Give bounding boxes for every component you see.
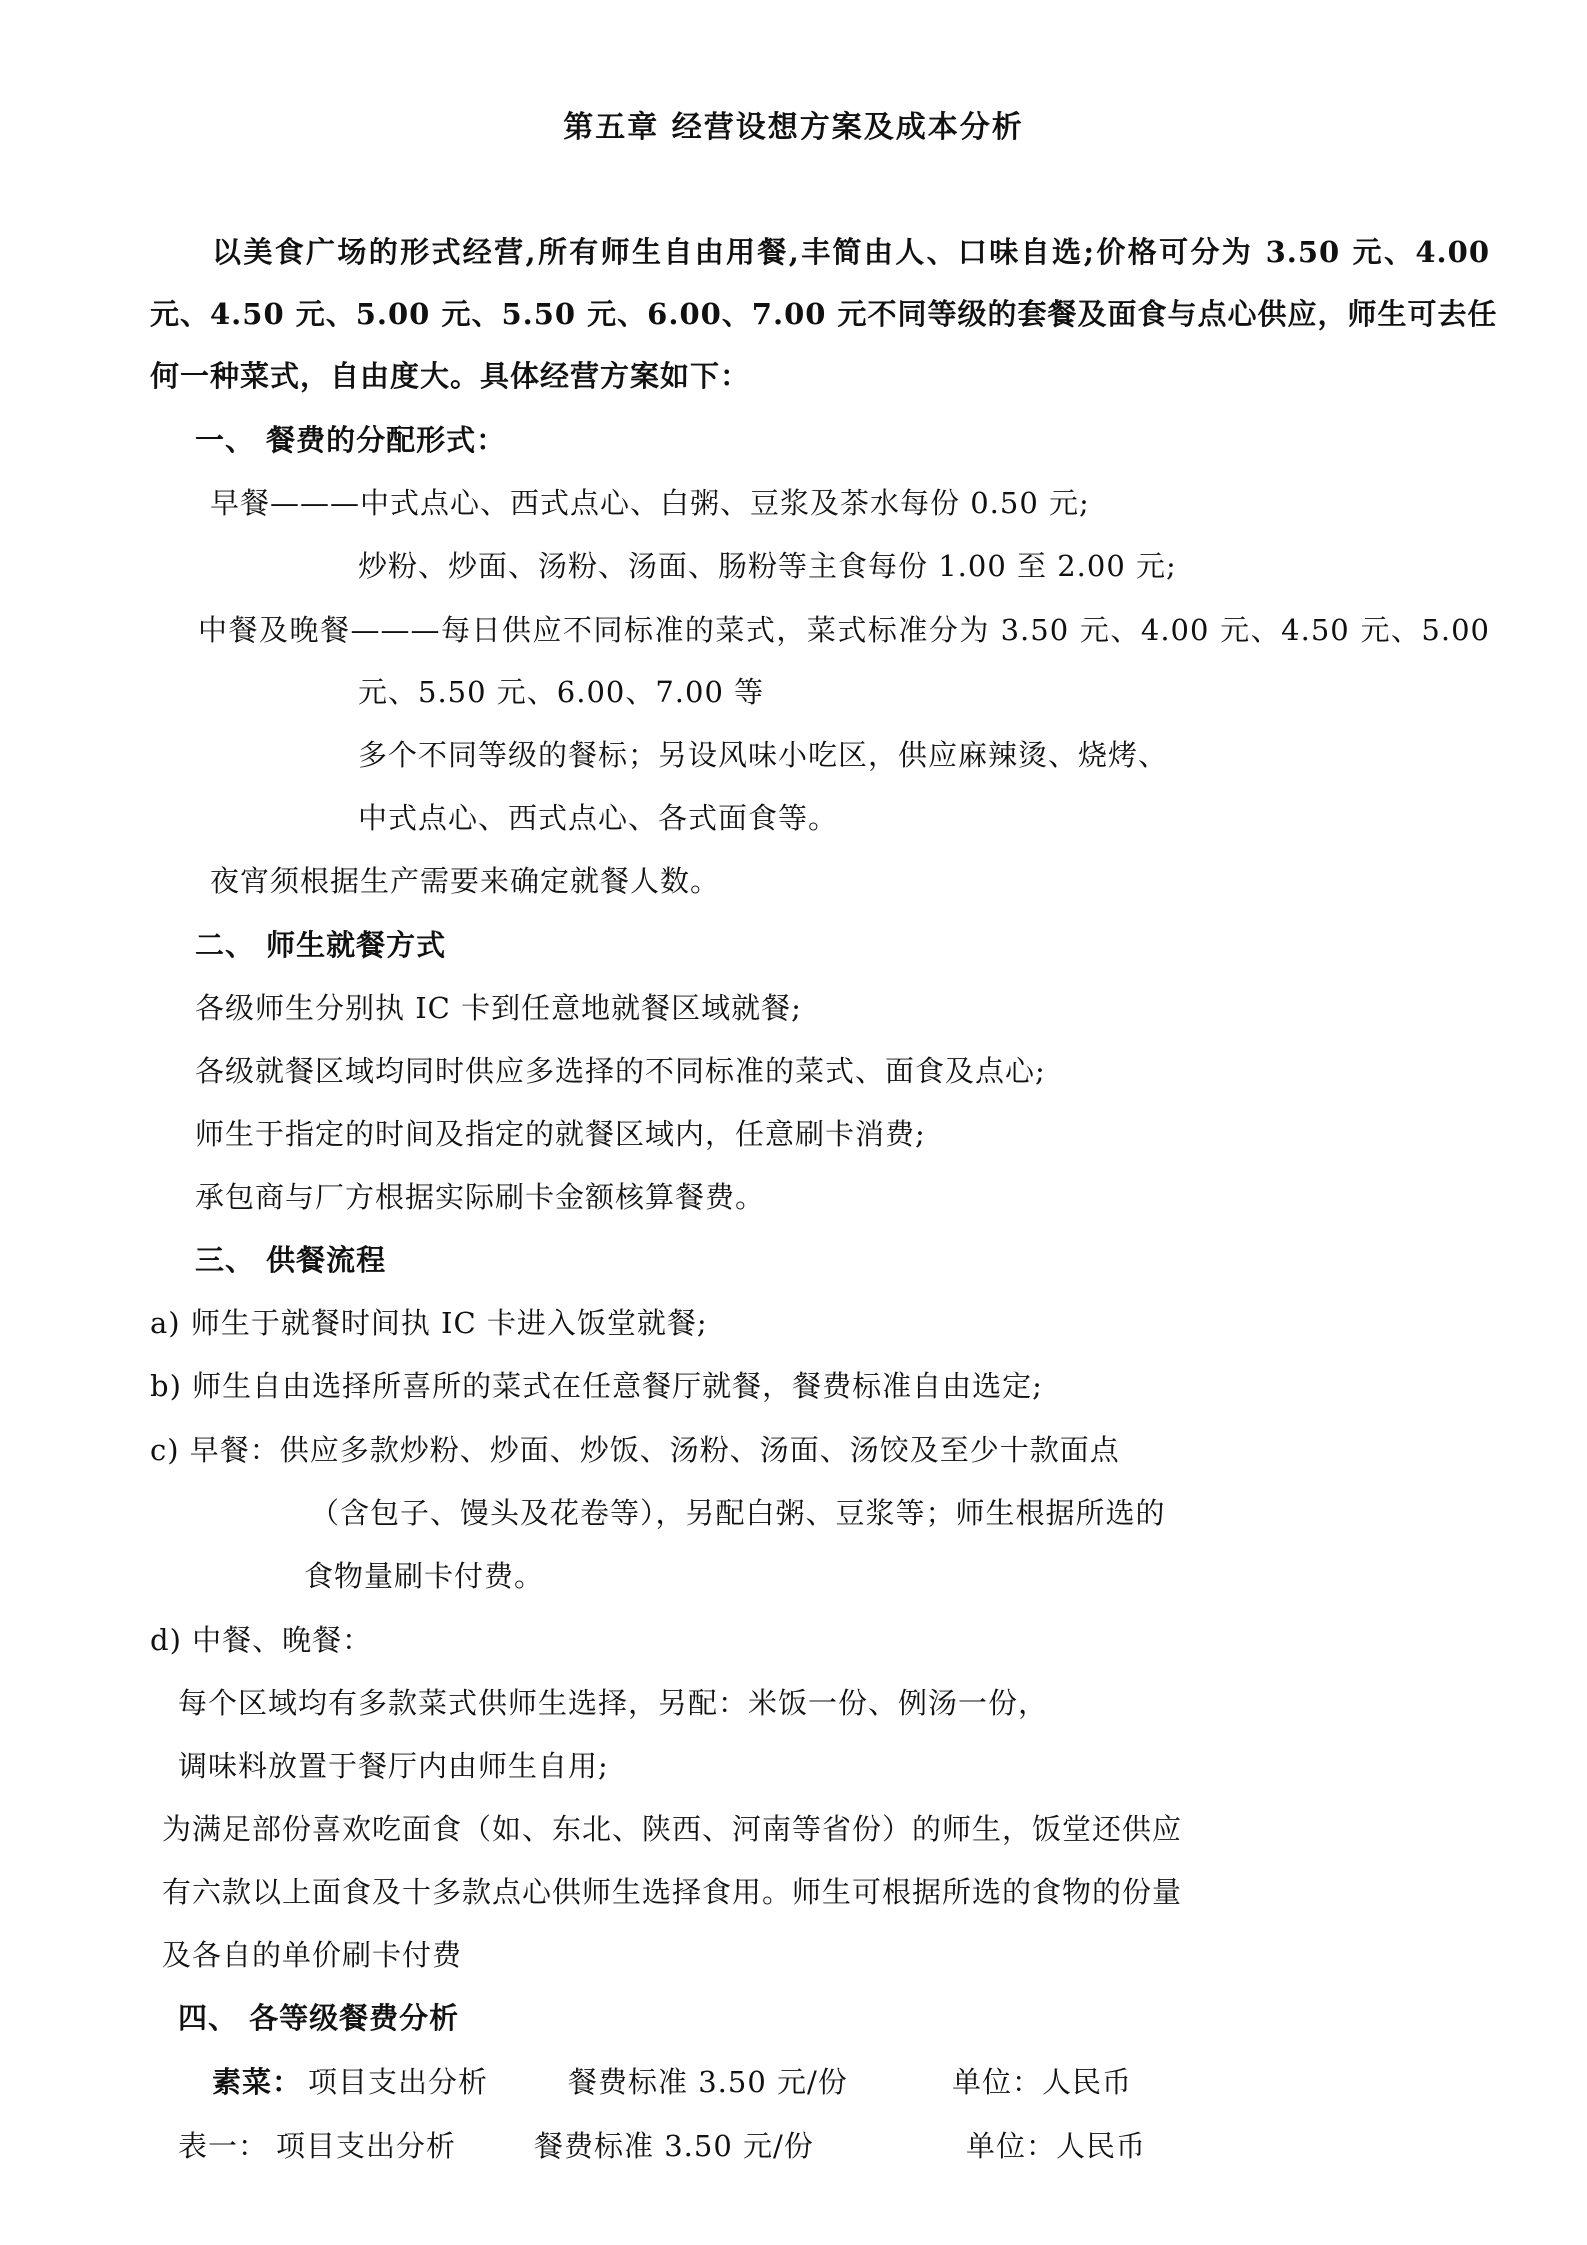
cost-item-vegetarian: 项目支出分析 (308, 2065, 489, 2099)
section-2-heading: 二、 师生就餐方式 (195, 928, 447, 962)
cost-standard-vegetarian: 餐费标准 3.50 元/份 (568, 2065, 848, 2099)
dining-line-2: 各级就餐区域均同时供应多选择的不同标准的菜式、面食及点心; (195, 1054, 1046, 1088)
night-snack-line: 夜宵须根据生产需要来确定就餐人数。 (210, 864, 721, 898)
dining-line-1: 各级师生分别执 IC 卡到任意地就餐区域就餐; (195, 991, 802, 1025)
flow-item-c-cont-2: 食物量刷卡付费。 (304, 1559, 545, 1593)
lunch-line-1: 中餐及晚餐———每日供应不同标准的菜式，菜式标准分为 3.50 元、4.00 元、4.50 元、5.00 (198, 613, 1490, 647)
flow-item-d: d) 中餐、晚餐： (150, 1623, 373, 1657)
section-3-heading: 三、 供餐流程 (195, 1243, 387, 1277)
cost-item-table-1: 项目支出分析 (276, 2129, 457, 2163)
lunch-line-3: 多个不同等级的餐标；另设风味小吃区，供应麻辣烫、烧烤、 (358, 738, 1169, 772)
lunch-line-2: 元、5.50 元、6.00、7.00 等 (358, 675, 765, 709)
flow-item-b: b) 师生自由选择所喜所的菜式在任意餐厅就餐，餐费标准自由选定; (150, 1369, 1043, 1403)
section-4-heading: 四、 各等级餐费分析 (178, 2001, 460, 2035)
dining-line-4: 承包商与厂方根据实际刷卡金额核算餐费。 (195, 1180, 766, 1214)
flow-item-d-line-4: 有六款以上面食及十多款点心供师生选择食用。师生可根据所选的食物的份量 (162, 1875, 1183, 1909)
cost-unit-vegetarian: 单位：人民币 (952, 2065, 1133, 2099)
intro-line-2: 元、4.50 元、5.00 元、5.50 元、6.00、7.00 元不同等级的套餐及面食与点心供应，师生可去任 (150, 297, 1498, 331)
flow-item-d-line-1: 每个区域均有多款菜式供师生选择，另配：米饭一份、例汤一份， (178, 1686, 1049, 1720)
section-1-heading: 一、 餐费的分配形式： (195, 423, 507, 457)
lunch-line-4: 中式点心、西式点心、各式面食等。 (358, 801, 839, 835)
cost-standard-table-1: 餐费标准 3.50 元/份 (534, 2129, 814, 2163)
breakfast-line-1: 早餐———中式点心、西式点心、白粥、豆浆及茶水每份 0.50 元; (210, 486, 1090, 520)
intro-line-1: 以美食广场的形式经营,所有师生自由用餐,丰简由人、口味自选;价格可分为 3.50 元、4.00 (212, 235, 1490, 269)
flow-item-d-line-3: 为满足部份喜欢吃面食（如、东北、陕西、河南等省份）的师生，饭堂还供应 (162, 1812, 1183, 1846)
breakfast-line-2: 炒粉、炒面、汤粉、汤面、肠粉等主食每份 1.00 至 2.00 元; (358, 549, 1177, 583)
flow-item-c: c) 早餐：供应多款炒粉、炒面、炒饭、汤粉、汤面、汤饺及至少十款面点 (150, 1433, 1120, 1467)
flow-item-c-cont-1: （含包子、馒头及花卷等），另配白粥、豆浆等；师生根据所选的 (310, 1496, 1166, 1530)
cost-label-vegetarian: 素菜： (212, 2065, 303, 2099)
cost-label-table-1: 表一： (178, 2129, 269, 2163)
flow-item-d-line-5: 及各自的单价刷卡付费 (162, 1938, 463, 1972)
dining-line-3: 师生于指定的时间及指定的就餐区域内，任意刷卡消费; (195, 1117, 926, 1151)
chapter-title: 第五章 经营设想方案及成本分析 (563, 110, 1024, 145)
flow-item-d-line-2: 调味料放置于餐厅内由师生自用; (178, 1749, 609, 1783)
cost-unit-table-1: 单位：人民币 (966, 2129, 1147, 2163)
flow-item-a: a) 师生于就餐时间执 IC 卡进入饭堂就餐; (150, 1306, 708, 1340)
intro-line-3: 何一种菜式，自由度大。具体经营方案如下： (150, 359, 751, 393)
